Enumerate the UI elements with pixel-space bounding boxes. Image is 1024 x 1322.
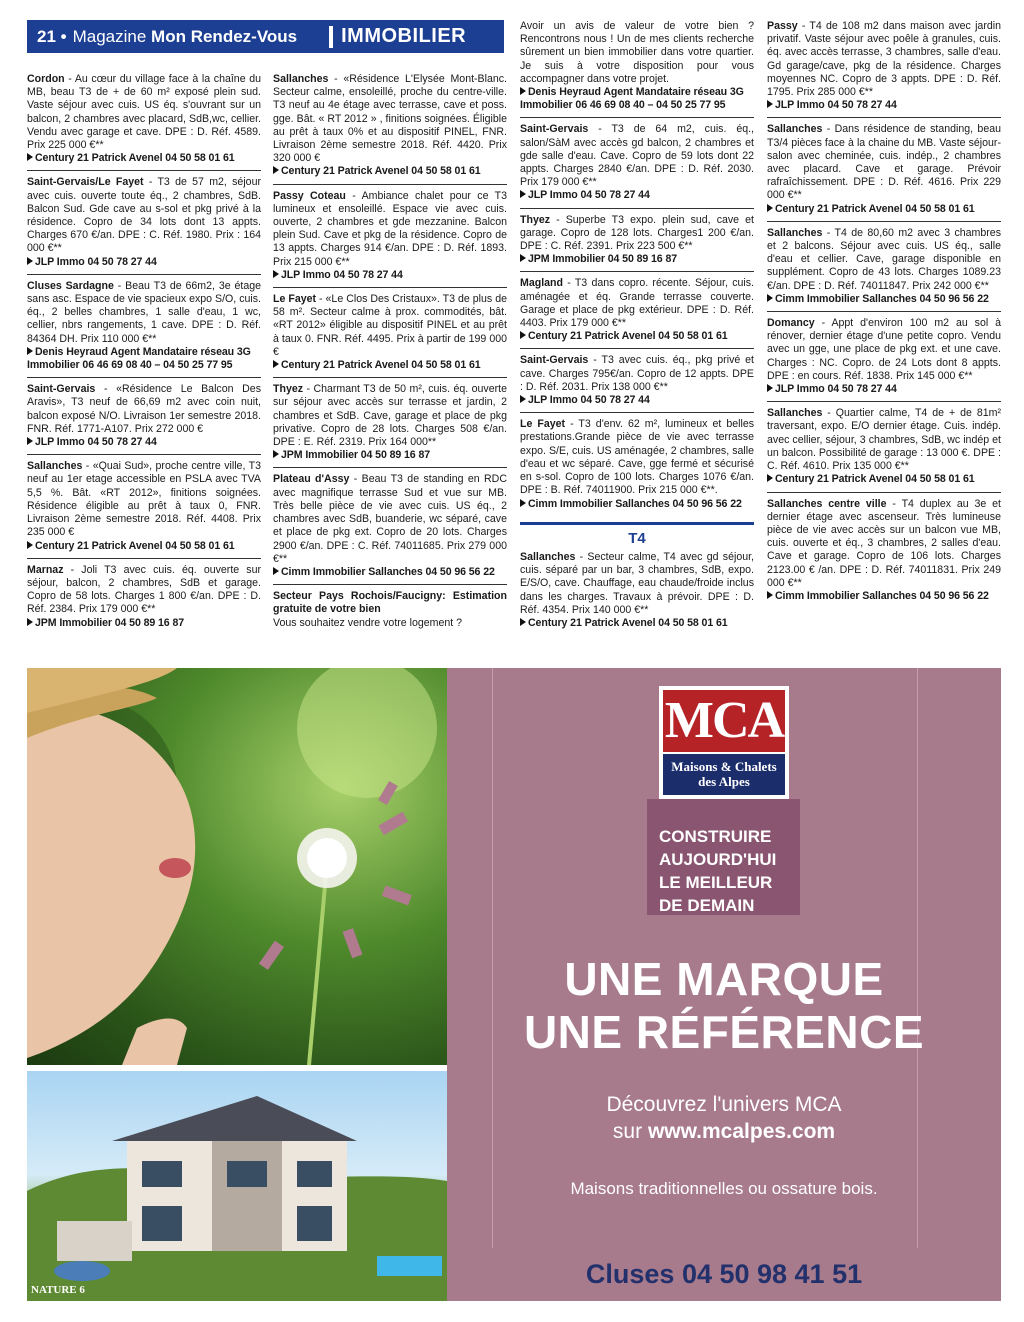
listing-city: Sallanches	[27, 460, 83, 473]
arrow-right-icon	[767, 474, 773, 482]
headline-line-2: UNE RÉFÉRENCE	[523, 1006, 925, 1058]
dandelion-illustration	[27, 668, 447, 1065]
arrow-right-icon	[27, 437, 33, 445]
listing-text: - Au cœur du village face à la chaîne du MB, beau T3 de + de 60 m² exposé plein sud. Vaste séjour avec cuis. US éq. s'ouvrant sur un balcon, 2 chambres avec placard, SdB,wc, cellier. Vendu avec garage et cave. DPE : D. Réf. 4589. Prix 225 000 €**	[27, 73, 261, 152]
agency-name: Century 21 Patrick Avenel 04 50 58 01 61	[35, 152, 235, 165]
agency-name: JLP Immo 04 50 78 27 44	[775, 99, 897, 112]
arrow-right-icon	[273, 450, 279, 458]
contact-phone[interactable]	[447, 1248, 1001, 1301]
slogan-line: LE MEILLEUR	[659, 873, 773, 892]
listing-text: - «Résidence Le Balcon Des Aravis», T3 neuf de 66,69 m2 avec coin nuit, balcon exposé N/O. Livraison 1er semestre 2018. FNR. Réf. 1771-A107. Prix 272 000 €	[27, 383, 261, 435]
listing-city: Cluses Sardagne	[27, 279, 114, 292]
agency-name: JLP Immo 04 50 78 27 44	[528, 189, 650, 202]
listing	[520, 551, 754, 635]
agency-contact	[273, 165, 507, 178]
agency-contact	[767, 590, 1001, 603]
agency-name: Century 21 Patrick Avenel 04 50 58 01 61	[775, 202, 975, 215]
listing-city: Passy Coteau	[273, 189, 346, 202]
agency-name: Century 21 Patrick Avenel 04 50 58 01 61	[281, 165, 481, 178]
listing-city: Secteur Pays Rochois/Faucigny: Estimation gratuite de votre bien	[273, 590, 507, 616]
arrow-right-icon	[520, 499, 526, 507]
slogan-line: CONSTRUIRE	[659, 827, 772, 846]
listing-intro	[520, 20, 754, 118]
listing	[27, 280, 261, 378]
agency-contact	[273, 566, 507, 579]
t4-heading: T4	[520, 522, 754, 551]
listing-city: Saint-Gervais	[520, 123, 589, 136]
agency-contact	[273, 359, 507, 372]
tagline: Maisons traditionnelles ou ossature bois.	[570, 1179, 878, 1198]
listing-city: Sallanches	[767, 407, 823, 420]
listing	[273, 73, 507, 185]
arrow-right-icon	[767, 294, 773, 302]
listing-text: - Charmant T3 de 50 m², cuis. éq. ouverte sur séjour avec accès sur terrasse et jardin, 2 chambres et SdB. Cave, garage et place de pkg privative. Copro de 28 lots. Charges 508 €/an. DPE : E. Réf. 2319. Prix 164 000**	[273, 383, 507, 449]
listing-text: - Superbe T3 expo. plein sud, cave et garage. Copro de 128 lots. Charges1 200 €/an. DPE : C. Réf. 2391. Prix 223 500 €**	[520, 213, 754, 253]
listing-text: Avoir un avis de valeur de votre bien ? Rencontrons nous ! Un de mes clients recherche sûrement un bien immobilier dans votre quartier. Je suis à votre disposition pour vous accompagner dans votre projet.	[520, 20, 754, 85]
column-1	[27, 73, 261, 640]
listing-city: Saint-Gervais/Le Fayet	[27, 176, 144, 189]
arrow-right-icon	[27, 618, 33, 626]
agency-contact: Denis Heyraud Agent Mandataire réseau 3G Immobilier 06 46 69 08 40 – 04 50 25 77 95	[520, 86, 744, 112]
listing-text: - Joli T3 avec cuis. éq. ouverte sur séjour, balcon, 2 chambres, SdB et garage. Copro de 58 lots. Charges 1 800 €/an. DPE : D. Réf. 2384. Prix 179 000 €**	[27, 563, 261, 616]
listing-city: Plateau d'Assy	[273, 473, 350, 486]
listing	[27, 176, 261, 274]
agency-contact	[520, 253, 754, 266]
section-title: IMMOBILIER	[341, 25, 467, 47]
listing-city: Sallanches	[767, 226, 823, 239]
agency-contact	[27, 256, 261, 269]
listing	[273, 590, 507, 635]
agency-name: Century 21 Patrick Avenel 04 50 58 01 61	[281, 359, 481, 372]
listing-text: - Beau T3 de 66m2, 3e étage sans asc. Espace de vie spacieux expo S/O, cuis. éq., 2 belles chambres, 1 salle d'eau, 1 wc, cellier, nbrs rangements, 1 cave. DPE : D. Réf. 84364 DH. Prix 110 000 €**	[27, 279, 261, 345]
page-header	[27, 20, 504, 53]
listing-city: Le Fayet	[520, 418, 566, 431]
arrow-right-icon	[27, 257, 33, 265]
listing-text: - «Résidence L'Elysée Mont-Blanc. Secteur calme, ensoleillé, proche du centre-ville. T3 neuf au 4e étage avec terrasse, cave et poss. gge. Bât. « RT 2012 » , finitions soignées. Éligible au prêt à taux 0% et au dispositif PINEL, FNR. Livraison 2ème semestre 2018. Réf. 4420. Prix 320 000 €	[273, 73, 507, 165]
listing-text: - T4 de 80,60 m2 avec 3 chambres et 2 balcons. Séjour avec cuis. US éq., salle d'eau et cellier. Cave, garage disponible en supplément. Copro de 43 lots. Charges 1089.23 €/an. DPE : D. Réf. 74011847. Prix 242 000 €**	[767, 226, 1001, 292]
listing	[520, 214, 754, 273]
listing	[273, 473, 507, 585]
listing-text: - T4 duplex au 3e et dernier étage avec ascenseur. Très lumineuse pièce de vie avec accès sur un balcon vue MB, cuis. ouverte et éq., 3 chambres, 2 salles d'eau. Cave et garage. Copro de 106 lots. Charges 2123.00 € /an. DPE : D. Réf. 74011831. Prix 249 000 €**	[767, 497, 1001, 589]
dandelion-photo	[27, 668, 447, 1065]
house-photo	[27, 1071, 447, 1301]
website-link[interactable]: www.mcalpes.com	[647, 1120, 836, 1143]
agency-contact	[767, 203, 1001, 216]
listing-city: Sallanches	[520, 550, 576, 563]
listing-text: - T3 d'env. 62 m², lumineux et belles prestations.Grande pièce de vie avec terrasse expo. S/E, cuis. US aménagée, 2 chambres, salle d'eau et wc séparé. Cave, gge fermé et sécurisé en s-sol. Copro de 100 lots. Charges 1076 €/an. DPE : B. Réf. 74011900. Prix 215 000 €**.	[520, 418, 755, 497]
logo-subtitle: Maisons & Chalets des Alpes	[663, 754, 785, 795]
arrow-right-icon	[273, 567, 279, 575]
listing	[273, 190, 507, 288]
listing-city: Thyez	[520, 213, 551, 226]
agency-contact	[27, 540, 261, 553]
agency-name: JPM Immobilier 04 50 89 16 87	[281, 449, 431, 462]
agency-contact	[27, 346, 261, 372]
listing	[27, 460, 261, 558]
listing-text: - T3 de 64 m2, cuis. éq., salon/SàM avec accès gd balcon, 2 chambres et gde salle d'eau. Cave. Copro de 59 lots dont 22 appts. Charges 2840 €/an. DPE : D. Réf. 2030. Prix 179 000 €**	[520, 123, 754, 189]
agency-name: JPM Immobilier 04 50 89 16 87	[35, 616, 185, 629]
agency-contact	[767, 99, 1001, 112]
listing	[767, 123, 1001, 221]
agency-contact	[27, 436, 261, 449]
agency-contact	[273, 269, 507, 282]
listing	[273, 293, 507, 378]
listing-text: - Secteur calme, T4 avec gd séjour, cuis. séparé par un bar, 3 chambres, SdB, expo. E/S/O, cave. Chauffage, eau chaude/froide inclus dans les charges. Travaux à prévoir. DPE : D. Réf. 4354. Prix 140 000 €**	[520, 550, 754, 616]
agency-contact	[520, 617, 754, 630]
agency-name: Denis Heyraud Agent Mandataire réseau 3G Immobilier 06 46 69 08 40 – 04 50 25 77 95	[27, 345, 251, 372]
listing-text: - Ambiance chalet pour ce T3 lumineux et ensoleillé. Espace vie avec cuis. ouverte, 2 chambres et gde mezzanine. Balcon plein Sud. Cave et pkg de la résidence. Copro de 13 appts. Charges 914 €/an. DPE : D. Réf. 1893. Prix 215 000 €**	[273, 189, 507, 268]
arrow-right-icon	[520, 190, 526, 198]
arrow-right-icon	[273, 166, 279, 174]
listing	[27, 73, 261, 171]
column-3	[520, 20, 754, 640]
headline-line-1: UNE MARQUE	[564, 953, 884, 1005]
slogan-line: DE DEMAIN	[659, 896, 755, 915]
agency-contact	[767, 383, 1001, 396]
agency-name: Cimm Immobilier Sallanches 04 50 96 56 22	[528, 497, 742, 510]
agency-name: Cimm Immobilier Sallanches 04 50 96 56 22	[281, 565, 495, 578]
agency-name: JPM Immobilier 04 50 89 16 87	[528, 253, 678, 266]
listing	[520, 354, 754, 413]
agency-contact	[520, 330, 754, 343]
listing-city: Marnaz	[27, 563, 64, 576]
agency-contact	[520, 394, 754, 407]
listing	[27, 564, 261, 635]
listing-city: Sallanches	[273, 73, 329, 85]
arrow-right-icon	[27, 541, 33, 549]
agency-contact	[767, 473, 1001, 486]
agency-name: JLP Immo 04 50 78 27 44	[281, 268, 403, 281]
arrow-right-icon	[520, 87, 526, 95]
arrow-right-icon	[520, 395, 526, 403]
agency-contact	[520, 498, 754, 511]
arrow-right-icon	[273, 360, 279, 368]
phone-number[interactable]: 04 50 98 41 51	[681, 1259, 863, 1289]
listing-city: Magland	[520, 277, 563, 290]
listing-text: - «Le Clos Des Cristaux». T3 de plus de 58 m². Secteur calme à prox. commodités, bât. «RT 2012» éligible au dispositif PINEL et au prêt à taux 0. FNR. Réf. 4495. Prix à partir de 199 000 €	[273, 293, 507, 358]
listing	[520, 277, 754, 349]
listing-text: - Quartier calme, T4 de + de 81m² traversant, expo. E/O dernier étage. Cuis. indép. avec cellier, séjour, 3 chambres, SdB, wc indép et un balcon. Possibilité de garage : 13 000 €. DPE : C. Réf. 4610. Prix 135 000 €**	[767, 407, 1001, 473]
listing-text: - T3 avec cuis. éq., pkg privé et cave. Charges 795€/an. Copro de 12 appts. DPE : D. Réf. 2031. Prix 138 000 €**	[520, 354, 754, 393]
magazine-title: Magazine Mon Rendez-Vous	[72, 26, 298, 46]
agency-contact	[520, 189, 754, 202]
agency-contact	[767, 293, 1001, 306]
listing	[767, 20, 1001, 118]
arrow-right-icon	[273, 270, 279, 278]
arrow-right-icon	[520, 331, 526, 339]
arrow-right-icon	[767, 384, 773, 392]
arrow-right-icon	[520, 254, 526, 262]
listing-city: Saint-Gervais	[520, 354, 589, 367]
listing-text: - T4 de 108 m2 dans maison avec jardin privatif. Vaste séjour avec poêle à granules, cuis. éq. avec accès terrasse, 3 chambres, salle d'eau. Gd garage/cave, pkg de la résidence. Charges moyennes NC. Copro de 3 appts. DPE : D. Réf. 1795. Prix 285 000 €**	[767, 20, 1001, 99]
listing-city: Sallanches	[767, 123, 823, 136]
mca-logo	[659, 686, 789, 799]
page-number: 21 •	[37, 26, 67, 46]
agency-name: Century 21 Patrick Avenel 04 50 58 01 61	[528, 330, 728, 343]
listing-text: - «Quai Sud», proche centre ville, T3 neuf au 1er etage accessible en PSLA avec TVA 5,5 %. Bât. «RT 2012», finitions soignées. Résidence éligible au prêt à taux 0, FNR. Livraison 2ème semestre 2018. Réf. 4408. Prix 235 000 €	[27, 460, 261, 539]
listing	[767, 407, 1001, 492]
arrow-right-icon	[767, 204, 773, 212]
arrow-right-icon	[767, 591, 773, 599]
arrow-right-icon	[767, 100, 773, 108]
agency-contact	[273, 449, 507, 462]
listing-city: Saint-Gervais	[27, 383, 96, 396]
agency-name: Cimm Immobilier Sallanches 04 50 96 56 22	[775, 589, 989, 602]
agency-contact	[27, 617, 261, 630]
slogan-box	[647, 799, 800, 915]
agency-name: Century 21 Patrick Avenel 04 50 58 01 61	[775, 473, 975, 486]
logo-initials: MCA	[663, 690, 785, 752]
listing-city: Cordon	[27, 73, 65, 85]
agency-name: JLP Immo 04 50 78 27 44	[775, 383, 897, 396]
photo-credit: NATURE 6	[31, 1284, 85, 1296]
listing-city: Thyez	[273, 383, 304, 396]
slogan-line: AUJOURD'HUI	[659, 850, 777, 869]
listing-city: Le Fayet	[273, 293, 317, 306]
header-separator	[329, 26, 333, 48]
listing	[520, 418, 754, 515]
listing	[767, 227, 1001, 312]
arrow-right-icon	[27, 153, 33, 161]
headline	[447, 953, 1001, 1059]
agency-name: Cimm Immobilier Sallanches 04 50 96 56 22	[775, 292, 989, 305]
listing-text: Vous souhaitez vendre votre logement ?	[273, 616, 463, 629]
contact-city: Cluses	[585, 1259, 675, 1289]
column-4	[767, 20, 1001, 613]
listing	[27, 383, 261, 455]
discover-text	[447, 1091, 1001, 1145]
column-2	[273, 73, 507, 640]
agency-name: JLP Immo 04 50 78 27 44	[528, 394, 650, 407]
arrow-right-icon	[520, 618, 526, 626]
agency-name: Century 21 Patrick Avenel 04 50 58 01 61	[528, 616, 728, 629]
listing-text: - Beau T3 de standing en RDC avec magnifique terrasse Sud et vue sur MB. Très belle pièce de vie avec cuis. US éq., 2 chambres avec SdB, buanderie, wc séparé, cave et place de pkg ext. Copro de 20 lots. Charges 2900 €/an. DPE : C. Réf. 74011685. Prix 279 000 €**	[273, 473, 507, 565]
discover-prefix: sur	[612, 1120, 643, 1143]
listing-city: Sallanches centre ville	[767, 497, 887, 510]
listing-city: Domancy	[767, 317, 815, 330]
listing-text: - Appt d'environ 100 m2 au sol à rénover, dernier étage d'une petite copro. Vendu avec un gge, une place de pkg ext. et une cave. Charges : NC. Copro. de 24 Lots dont 8 appts. DPE : en cours. Réf. 1838. Prix 145 000 €**	[767, 317, 1001, 382]
agency-contact	[27, 152, 261, 165]
listing	[520, 123, 754, 208]
house-illustration	[27, 1071, 447, 1301]
listing-text: - T3 dans copro. récente. Séjour, cuis. aménagée et éq. Grande terrasse couverte. Garage et place de pkg extérieur. DPE : D. Réf. 4403. Prix 179 000 €**	[520, 277, 754, 330]
listing-city: Passy	[767, 20, 798, 32]
listing	[767, 317, 1001, 402]
arrow-right-icon	[27, 347, 33, 355]
agency-name: Century 21 Patrick Avenel 04 50 58 01 61	[35, 539, 235, 552]
agency-name: JLP Immo 04 50 78 27 44	[35, 436, 157, 449]
listing-text: - T3 de 57 m2, séjour avec cuis. ouverte toute éq., 2 chambres, SdB. Balcon Sud. Gde cave au s-sol et pkg privé à la résidence. Copro de 34 lots dont 13 appts. Charges 670 €/an. DPE : C. Réf. 1980. Prix : 164 000 €**	[27, 176, 261, 255]
listing-text: - Dans résidence de standing, beau T3/4 pièces face à la chaine du MB. Vaste séjour-salon avec cheminée, cuis. indép., 2 chambres avec placard. Cave et garage. Prévoir rafraîchissement. DPE : D. Réf. 4616. Prix 229 000 €**	[767, 123, 1001, 202]
discover-line: Découvrez l'univers MCA	[606, 1093, 842, 1116]
listing	[767, 498, 1001, 609]
ad-panel	[447, 668, 1001, 1301]
mca-advertisement[interactable]	[27, 668, 1001, 1301]
agency-name: JLP Immo 04 50 78 27 44	[35, 255, 157, 268]
listing	[273, 383, 507, 468]
